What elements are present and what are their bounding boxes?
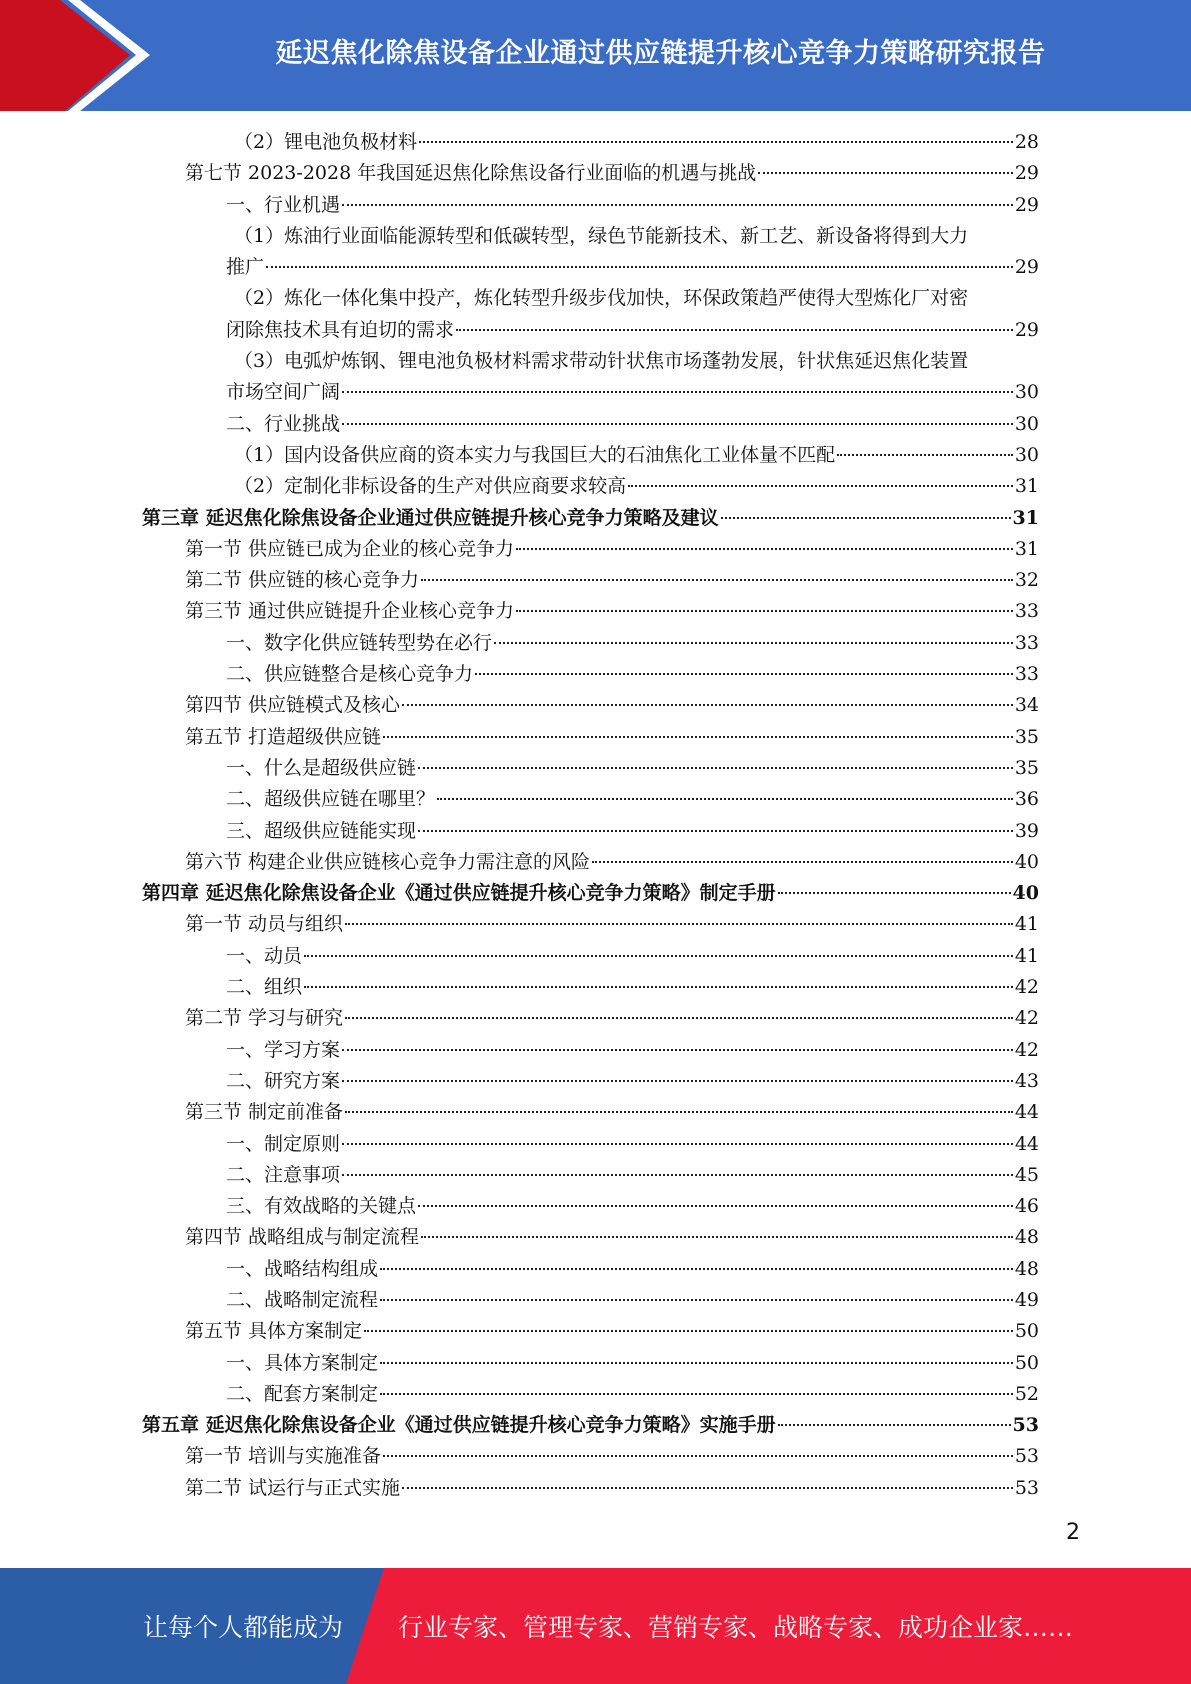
toc-dot-leader — [342, 1143, 1013, 1145]
toc-entry[interactable] — [0, 909, 1191, 940]
toc-entry[interactable] — [0, 784, 1191, 815]
toc-entry[interactable] — [0, 941, 1191, 972]
page-header — [0, 0, 1191, 111]
toc-entry-title: 第四章 延迟焦化除焦设备企业《通过供应链提升核心竞争力策略》制定手册 — [142, 882, 776, 905]
toc-entry-title: 一、具体方案制定 — [226, 1351, 379, 1374]
toc-page-number: 41 — [1014, 913, 1039, 936]
toc-entry-title: 第三章 延迟焦化除焦设备企业通过供应链提升核心竞争力策略及建议 — [142, 506, 719, 529]
toc-page-number: 33 — [1014, 663, 1039, 686]
toc-dot-leader — [380, 1268, 1013, 1270]
toc-entry[interactable] — [0, 1254, 1191, 1285]
toc-entry[interactable] — [0, 816, 1191, 847]
toc-entry[interactable] — [0, 440, 1191, 471]
toc-entry[interactable] — [0, 596, 1191, 627]
header-arrow-decoration — [0, 0, 160, 111]
toc-dot-leader — [628, 485, 1013, 487]
toc-page-number: 53 — [1012, 1414, 1039, 1437]
toc-entry[interactable] — [0, 753, 1191, 784]
toc-dot-leader — [516, 610, 1013, 612]
toc-page-number: 33 — [1014, 600, 1039, 623]
toc-entry-title: 第二节 供应链的核心竞争力 — [185, 569, 420, 592]
toc-page-number: 48 — [1014, 1226, 1039, 1249]
toc-entry[interactable] — [0, 1097, 1191, 1128]
toc-dot-leader — [418, 1205, 1013, 1207]
toc-entry-title: （2）定制化非标设备的生产对供应商要求较高 — [234, 475, 627, 498]
toc-page-number: 44 — [1014, 1101, 1039, 1124]
toc-entry-title: 二、供应链整合是核心竞争力 — [226, 663, 474, 686]
toc-entry[interactable] — [0, 1066, 1191, 1097]
toc-entry-title: 第六节 构建企业供应链核心竞争力需注意的风险 — [185, 850, 591, 873]
footer-slogan-left: 让每个人都能成为 — [143, 1613, 344, 1642]
toc-page-number: 29 — [1014, 256, 1039, 279]
toc-page-number: 35 — [1014, 725, 1039, 748]
toc-page-number: 50 — [1014, 1320, 1039, 1343]
toc-page-number: 53 — [1014, 1445, 1039, 1468]
toc-page-number: 42 — [1014, 976, 1039, 999]
toc-page-number: 44 — [1014, 1132, 1039, 1155]
toc-entry[interactable] — [0, 972, 1191, 1003]
toc-entry-title: 第四节 供应链模式及核心 — [185, 694, 401, 717]
toc-entry[interactable] — [0, 690, 1191, 721]
toc-page-number: 28 — [1014, 131, 1039, 153]
toc-dot-leader — [383, 736, 1013, 738]
toc-entry-title: 一、动员 — [226, 944, 303, 967]
toc-page-number: 39 — [1014, 819, 1039, 842]
toc-page-number: 29 — [1014, 318, 1039, 341]
toc-page-number: 30 — [1014, 412, 1039, 435]
toc-dot-leader — [345, 1111, 1013, 1113]
toc-page-number: 42 — [1014, 1007, 1039, 1030]
toc-entry[interactable] — [0, 1003, 1191, 1034]
toc-page-number: 52 — [1014, 1382, 1039, 1405]
toc-page-number: 34 — [1014, 694, 1039, 717]
toc-entry-title: 二、行业挑战 — [226, 412, 341, 435]
toc-entry[interactable] — [0, 471, 1191, 502]
toc-page-number: 35 — [1014, 756, 1039, 779]
toc-dot-leader — [592, 861, 1013, 863]
toc-entry-title: 二、战略制定流程 — [226, 1288, 379, 1311]
toc-entry[interactable] — [0, 1410, 1191, 1441]
toc-entry-title: 一、学习方案 — [226, 1038, 341, 1061]
toc-entry[interactable] — [0, 847, 1191, 878]
toc-entry[interactable] — [0, 722, 1191, 753]
toc-entry-title: 一、战略结构组成 — [226, 1257, 379, 1280]
footer-slogan-right: 行业专家、管理专家、营销专家、战略专家、成功企业家…… — [398, 1613, 1074, 1642]
toc-entry-title: 第一节 培训与实施准备 — [185, 1445, 382, 1468]
toc-entry-title: 第四节 战略组成与制定流程 — [185, 1226, 420, 1249]
toc-dot-leader — [342, 1174, 1013, 1176]
toc-page-number: 31 — [1014, 475, 1039, 498]
table-of-contents — [0, 127, 1191, 1504]
toc-entry[interactable] — [0, 565, 1191, 596]
toc-entry-title: （3）电弧炉炼钢、锂电池负极材料需求带动针状焦市场蓬勃发展，针状焦延迟焦化装置 — [234, 350, 969, 373]
toc-dot-leader — [304, 955, 1013, 957]
toc-page-number: 30 — [1014, 381, 1039, 404]
toc-entry[interactable] — [0, 1379, 1191, 1410]
toc-page-number: 29 — [1014, 162, 1039, 185]
toc-page-number: 40 — [1014, 850, 1039, 873]
toc-dot-leader — [778, 892, 1011, 894]
toc-entry[interactable] — [0, 534, 1191, 565]
toc-dot-leader — [721, 517, 1011, 519]
toc-entry[interactable] — [0, 1473, 1191, 1504]
toc-entry[interactable] — [0, 1035, 1191, 1066]
toc-dot-leader — [342, 1049, 1013, 1051]
toc-dot-leader — [342, 391, 1013, 393]
toc-entry-title: 一、行业机遇 — [226, 193, 341, 216]
toc-entry-title: 二、研究方案 — [226, 1069, 341, 1092]
toc-dot-leader — [380, 1393, 1013, 1395]
toc-entry[interactable] — [0, 158, 1191, 189]
toc-dot-leader — [345, 1017, 1013, 1019]
toc-entry-title: 第一节 供应链已成为企业的核心竞争力 — [185, 537, 515, 560]
toc-entry-title: 第三节 通过供应链提升企业核心竞争力 — [185, 600, 515, 623]
toc-dot-leader — [345, 923, 1013, 925]
toc-entry[interactable] — [0, 878, 1191, 909]
toc-page-number: 46 — [1014, 1195, 1039, 1218]
toc-page-number: 30 — [1014, 443, 1039, 466]
toc-dot-leader — [342, 204, 1013, 206]
toc-page-number: 32 — [1014, 569, 1039, 592]
toc-page-number: 50 — [1014, 1351, 1039, 1374]
toc-entry[interactable] — [0, 628, 1191, 659]
toc-entry[interactable] — [0, 1441, 1191, 1472]
report-title: 延迟焦化除焦设备企业通过供应链提升核心竞争力策略研究报告 — [275, 37, 1046, 69]
toc-dot-leader — [418, 767, 1013, 769]
toc-entry[interactable] — [0, 409, 1191, 440]
page-number: 2 — [1066, 1520, 1080, 1545]
toc-dot-leader — [778, 1424, 1011, 1426]
toc-dot-leader — [402, 1487, 1013, 1489]
toc-entry-title-continued: 推广 — [226, 256, 265, 279]
toc-entry[interactable] — [0, 190, 1191, 221]
toc-entry-title: 二、组织 — [226, 976, 303, 999]
toc-entry[interactable] — [0, 1129, 1191, 1160]
toc-entry-title: 第二节 试运行与正式实施 — [185, 1476, 401, 1499]
toc-dot-leader — [304, 986, 1013, 988]
toc-entry-title: 一、数字化供应链转型势在必行 — [226, 631, 493, 654]
toc-entry-title-continued: 市场空间广阔 — [226, 381, 341, 404]
toc-entry-title: 二、注意事项 — [226, 1163, 341, 1186]
toc-entry-title: 二、超级供应链在哪里？ — [226, 788, 436, 811]
toc-dot-leader — [758, 172, 1013, 174]
toc-dot-leader — [383, 1455, 1013, 1457]
toc-dot-leader — [342, 423, 1013, 425]
toc-entry-title: 第五章 延迟焦化除焦设备企业《通过供应链提升核心竞争力策略》实施手册 — [142, 1414, 776, 1437]
toc-page-number: 36 — [1014, 788, 1039, 811]
toc-dot-leader — [364, 1330, 1013, 1332]
toc-dot-leader — [421, 579, 1013, 581]
toc-page-number: 40 — [1012, 882, 1039, 905]
toc-entry-title: 一、什么是超级供应链 — [226, 756, 417, 779]
toc-entry[interactable] — [0, 503, 1191, 534]
toc-page-number: 45 — [1014, 1163, 1039, 1186]
toc-dot-leader — [456, 329, 1013, 331]
toc-page-number: 31 — [1012, 506, 1039, 529]
toc-entry-title: 第五节 打造超级供应链 — [185, 725, 382, 748]
toc-entry-title: 三、有效战略的关键点 — [226, 1195, 417, 1218]
toc-entry-title: 第一节 动员与组织 — [185, 913, 344, 936]
toc-entry[interactable] — [0, 659, 1191, 690]
toc-entry[interactable] — [0, 1285, 1191, 1316]
toc-page-number: 48 — [1014, 1257, 1039, 1280]
toc-dot-leader — [437, 798, 1013, 800]
toc-page-number: 33 — [1014, 631, 1039, 654]
toc-dot-leader — [418, 830, 1013, 832]
toc-entry[interactable] — [0, 283, 1191, 346]
toc-dot-leader — [342, 1080, 1013, 1082]
toc-entry-title: （1）炼油行业面临能源转型和低碳转型，绿色节能新技术、新工艺、新设备将得到大力 — [234, 224, 969, 247]
toc-dot-leader — [421, 1236, 1013, 1238]
toc-entry-title: 第二节 学习与研究 — [185, 1007, 344, 1030]
toc-dot-leader — [402, 704, 1013, 706]
toc-dot-leader — [266, 266, 1013, 268]
toc-page-number: 43 — [1014, 1069, 1039, 1092]
toc-entry[interactable] — [0, 1160, 1191, 1191]
toc-entry[interactable] — [0, 1348, 1191, 1379]
toc-dot-leader — [380, 1299, 1013, 1301]
toc-dot-leader — [380, 1362, 1013, 1364]
toc-entry-title: 第七节 2023-2028 年我国延迟焦化除焦设备行业面临的机遇与挑战 — [185, 162, 757, 185]
toc-dot-leader — [837, 454, 1013, 456]
toc-page-number: 31 — [1014, 537, 1039, 560]
toc-entry-title: 第五节 具体方案制定 — [185, 1320, 363, 1343]
toc-dot-leader — [419, 141, 1013, 143]
toc-entry-title-continued: 闭除焦技术具有迫切的需求 — [226, 318, 455, 341]
toc-entry-title: 第三节 制定前准备 — [185, 1101, 344, 1124]
toc-page-number: 53 — [1014, 1476, 1039, 1499]
toc-page-number: 49 — [1014, 1288, 1039, 1311]
toc-dot-leader — [475, 673, 1013, 675]
toc-entry[interactable] — [0, 346, 1191, 409]
toc-entry[interactable] — [0, 127, 1191, 158]
toc-entry[interactable] — [0, 1316, 1191, 1347]
toc-entry-title: 一、制定原则 — [226, 1132, 341, 1155]
toc-entry-title: 二、配套方案制定 — [226, 1382, 379, 1405]
toc-entry[interactable] — [0, 1222, 1191, 1253]
toc-entry-title: （2）锂电池负极材料 — [234, 131, 418, 153]
toc-page-number: 41 — [1014, 944, 1039, 967]
toc-dot-leader — [516, 548, 1013, 550]
toc-entry-title: 三、超级供应链能实现 — [226, 819, 417, 842]
toc-entry-title: （1）国内设备供应商的资本实力与我国巨大的石油焦化工业体量不匹配 — [234, 443, 836, 466]
toc-entry-title: （2）炼化一体化集中投产，炼化转型升级步伐加快，环保政策趋严使得大型炼化厂对密 — [234, 287, 969, 310]
toc-page-number: 42 — [1014, 1038, 1039, 1061]
page-footer — [0, 1568, 1191, 1684]
toc-entry[interactable] — [0, 221, 1191, 284]
toc-entry[interactable] — [0, 1191, 1191, 1222]
toc-dot-leader — [494, 642, 1013, 644]
toc-page-number: 29 — [1014, 193, 1039, 216]
